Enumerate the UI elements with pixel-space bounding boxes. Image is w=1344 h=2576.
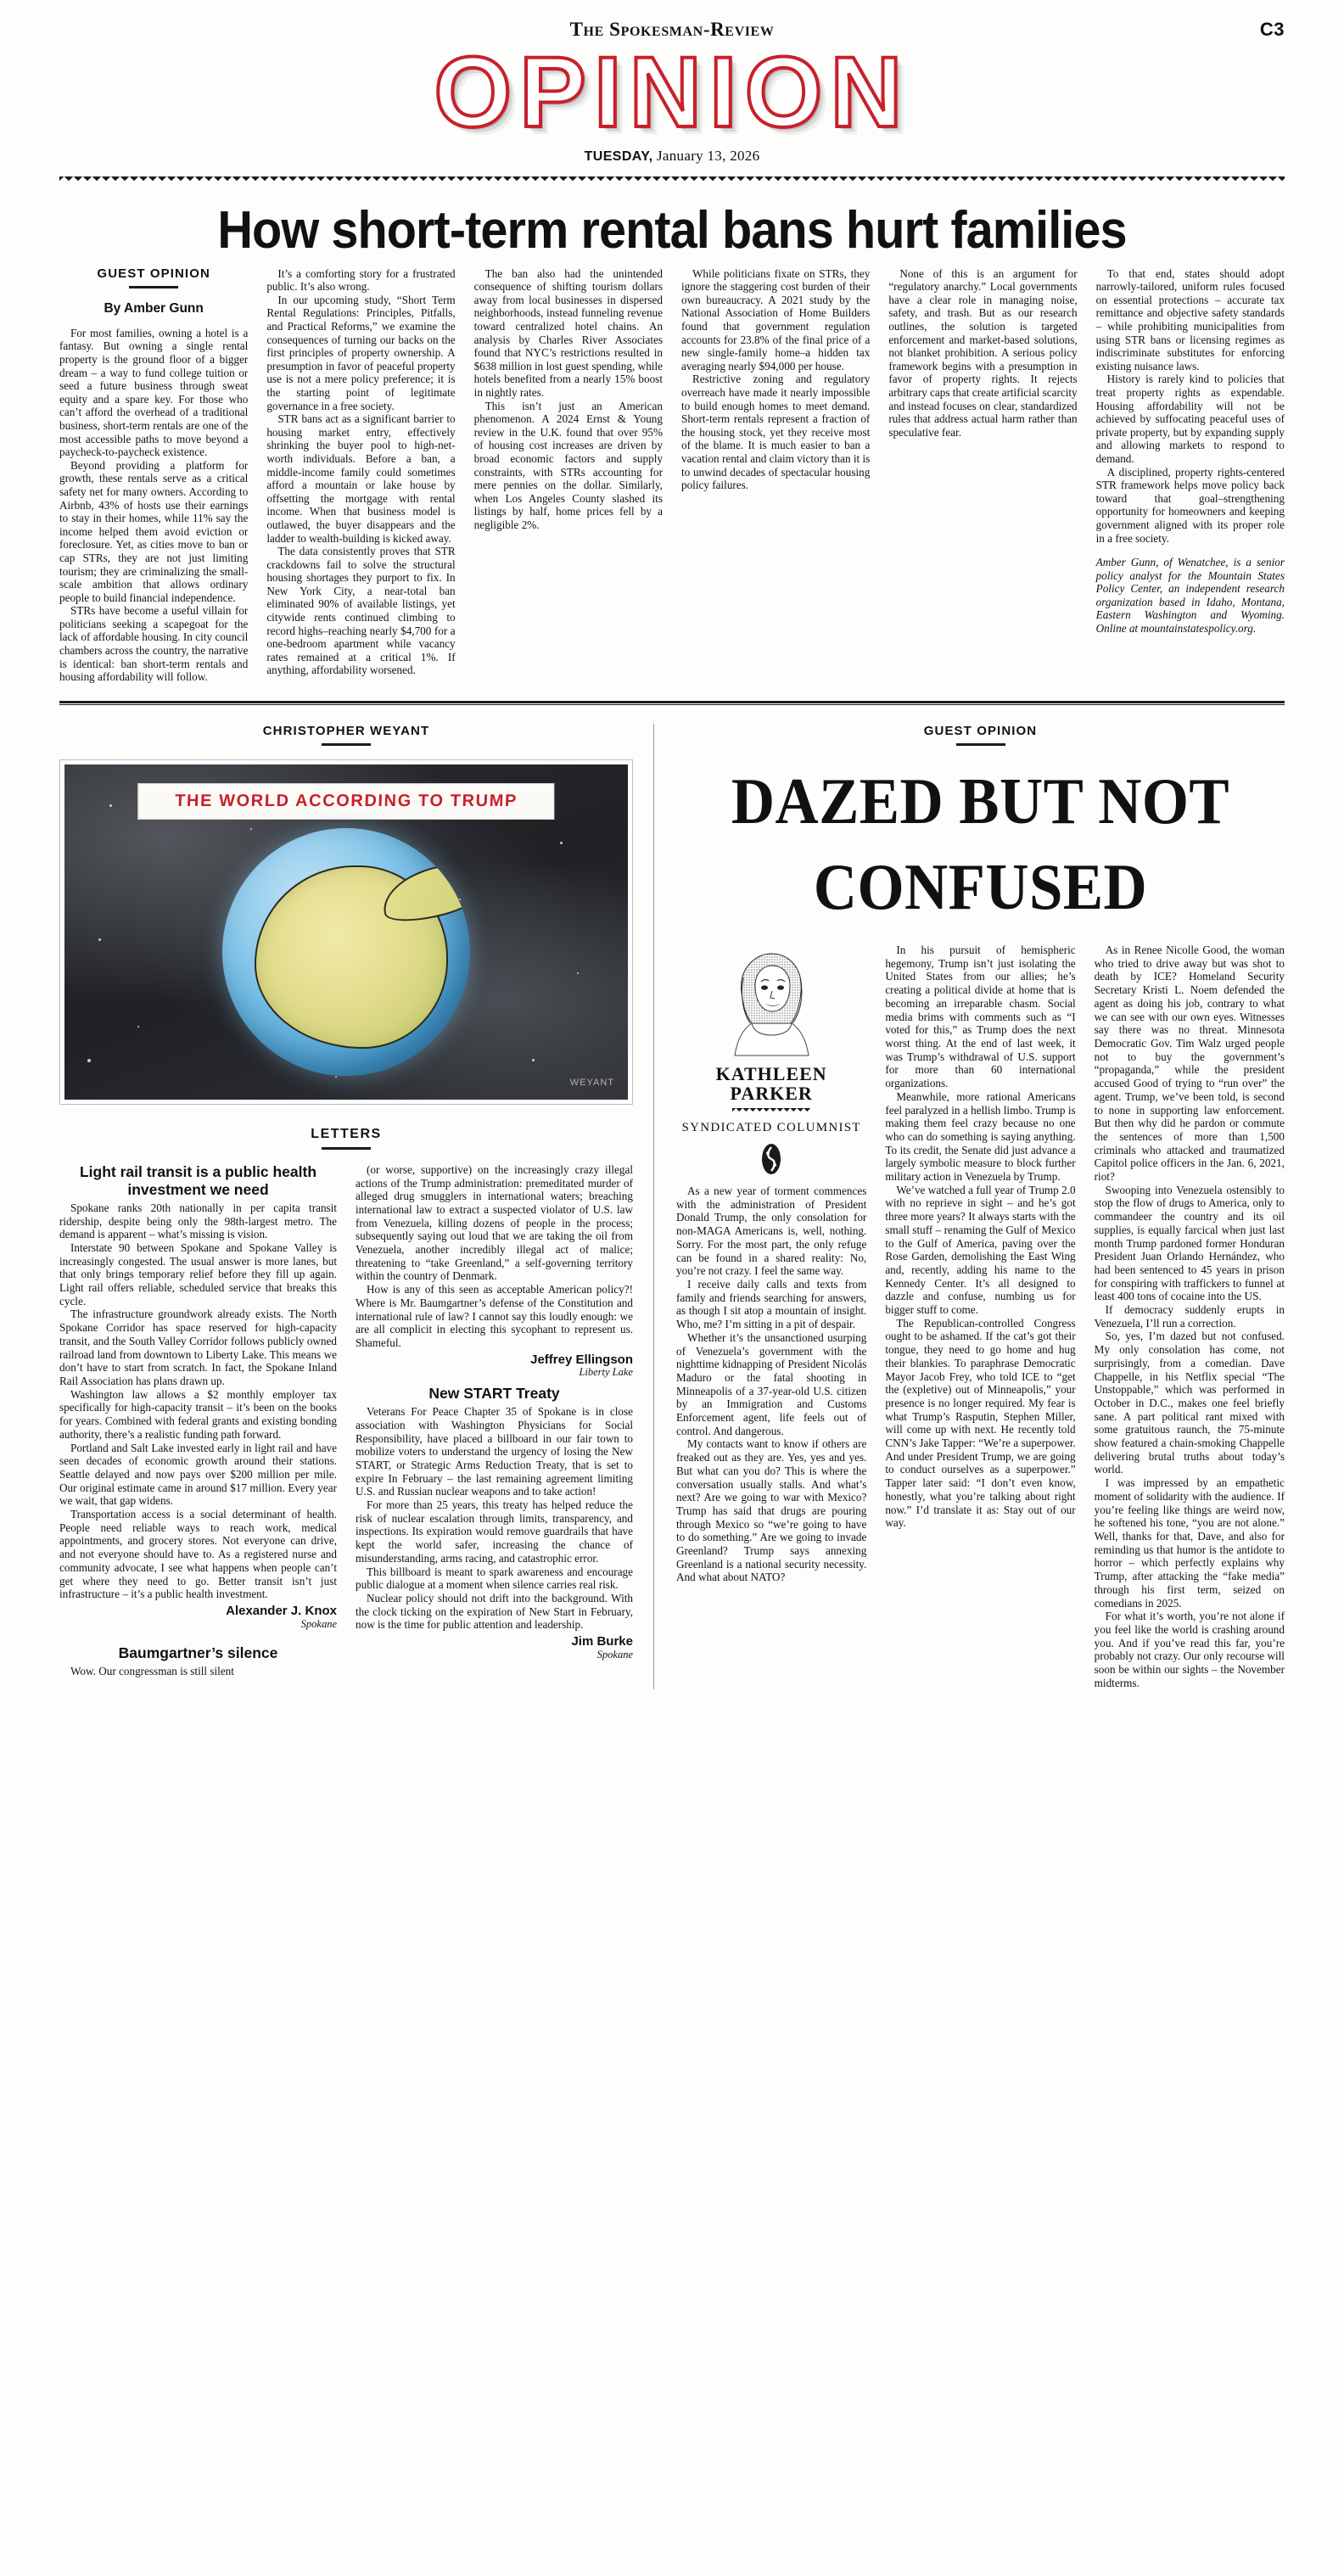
star-speck bbox=[532, 1059, 535, 1061]
author-bio: Amber Gunn, of Wenatchee, is a senior policy analyst for the Mountain States Policy Center, an independent research organization based in Idaho, Montana, Eastern Washington and Wyoming. Online at mountainstatespolicy.org. bbox=[1095, 556, 1285, 636]
paragraph: For most families, owning a hotel is a fantasy. But owning a single rental property is the ground floor of a bigger dream – a way to fund college tuition or seed a future business through sweat equity and a spare key. For those who can’t afford the overhead of a traditional business, short-term rentals are one of the most accessible paths to move beyond a paycheck-to-paycheck existence. bbox=[59, 326, 249, 459]
story-column-6 bbox=[1096, 267, 1285, 684]
paragraph: Spokane ranks 20th nationally in per capita transit ridership, despite being only the 98th-largest metro. The demand is apparent – what’s missing is vision. bbox=[59, 1201, 337, 1241]
paragraph: My contacts want to know if others are freaked out as they are. Yes, yes and yes. But what can you do? This is where the conversation usually stalls. And what’s next? Are we going to war with Mexico? Trump has said that drugs are pouring through Mexico so “we’re going to have to do something.” Are we going to invade Greenland? Trump says annexing Greenland is a national security necessity. And what about NATO? bbox=[676, 1437, 867, 1584]
letter-city: Spokane bbox=[596, 1648, 633, 1660]
letters-section-title: LETTERS bbox=[311, 1126, 382, 1141]
parker-kicker-rule bbox=[956, 743, 1005, 746]
letter-signer: Jim Burke bbox=[571, 1634, 633, 1649]
star-speck bbox=[250, 828, 252, 830]
star-speck bbox=[98, 938, 101, 941]
paragraph: As a new year of torment commences with the administration of President Donald Trump, the only consolation for non-MAGA Americans is, well, nothing. Sorry. For the most part, the only refuge can be found in a shared reality: No, you’re not crazy. I feel the same way. bbox=[676, 1184, 867, 1278]
paragraph: For what it’s worth, you’re not alone if you feel like the world is crashing around you. And if you’ve read this far, you’re probably not crazy. Our only recourse will soon be within our sights – the November midterms. bbox=[1094, 1610, 1285, 1689]
parker-column-3 bbox=[1095, 944, 1285, 1689]
paragraph: As in Renee Nicolle Good, the woman who tried to drive away but was shot to death by ICE? Homeland Security Secretary Kristi L. Noem defended the agent as doing his job, contrary to what we can see with our own eyes. Witnesses say there was no threat. Minnesota Democratic Gov. Tim Walz urged people not to buy the government’s “propaganda,” while the president accused Good of trying to “run over” the agent. Trump, we’ve been told, is second to none in supporting law enforcement. But then why did he pardon or commute the sentences of more than 1,500 criminals who attacked and traumatized Capitol police officers in the Jan. 6, 2021, riot? bbox=[1094, 944, 1285, 1184]
star-speck bbox=[87, 1059, 91, 1062]
columnist-identity bbox=[676, 944, 866, 1176]
paragraph: Beyond providing a platform for growth, these rentals serve as a critical safety net for many owners. According to Airbnb, 43% of hosts use their earnings to stay in their homes, while 11% say the income helped them avoid eviction or foreclosure. Yet, as cities move to ban or cap STRs, they are not just limiting tourism; they are criminalizing the small-scale ambition that allows ordinary people to build financial independence. bbox=[59, 458, 249, 604]
section-divider-rule bbox=[59, 701, 1285, 705]
parker-headline-line2: CONFUSED bbox=[813, 850, 1148, 924]
paragraph: Portland and Salt Lake invested early in light rail and have seen decades of economic growth around their stations. Seattle delayed and now pays over $200 million per mile. Our original estimate came in around $17 million. Every year we wait, that gap widens. bbox=[59, 1441, 337, 1508]
paragraph: The infrastructure groundwork already exists. The North Spokane Corridor has space reserved for high-capacity transit, and the South Valley Corridor follows publicly owned railroad land from downtown to Liberty Lake. This means we don’t have to start from scratch. In fact, the Spokane Inland Rail Association has plans drawn up. bbox=[59, 1308, 337, 1387]
parker-column-1 bbox=[676, 944, 866, 1689]
page-headline: How short-term rental bans hurt families bbox=[217, 200, 1127, 260]
letter-signer: Alexander J. Knox bbox=[226, 1603, 337, 1618]
letters-column-1 bbox=[59, 1163, 337, 1678]
lower-section bbox=[59, 724, 1285, 1690]
paragraph: (or worse, supportive) on the increasingly crazy illegal actions of the Trump administration: premeditated murder of alleged drug smugglers in international waters; breaching international law to extract a suspected violator of U.S. law from Venezuela, killing dozens of people in the process; subsequently saying out loud that we are taking the oil from Venezuela, another incredibly illegal act of malice; threatening to “take Greenland,” a self-governing territory within the country of Denmark. bbox=[356, 1162, 633, 1283]
kicker-guest-opinion: GUEST OPINION bbox=[97, 266, 210, 281]
story-column-2 bbox=[266, 267, 455, 684]
star-speck bbox=[335, 1076, 337, 1078]
star-speck bbox=[577, 972, 579, 974]
globe-illustration bbox=[222, 828, 470, 1076]
paragraph: Veterans For Peace Chapter 35 of Spokane is in close association with Washington Physicians for Social Responsibility, have placed a billboard in our fair town to mobilize voters to understand the urgency of losing the New START, or Strategic Arms Reduction Treaty, that is set to expire In February – the last remaining agreement limiting U.S. and Russian nuclear weapons and to take action! bbox=[356, 1405, 633, 1498]
guest-opinion-story bbox=[59, 267, 1285, 684]
paragraph: This isn’t just an American phenomenon. A 2024 Ernst & Young review in the U.K. found that over 95% of housing cost increases are driven by broad economic factors and supply constraints, with STRs accounting for mere pennies on the dollar. Similarly, when Los Angeles County slashed its listings by half, home prices fell by a negligible 2%. bbox=[473, 399, 663, 531]
paragraph: The ban also had the unintended consequence of shifting tourism dollars away from local businesses in dispersed neighborhoods, instead funneling revenue toward centralized hotel chains. An analysis by Charles River Associates found that NYC’s restrictions resulted in $638 million in lost guest spending, while hotels benefited from a nearly 15% boost in nightly rates. bbox=[473, 266, 663, 399]
cartoonist-rule bbox=[322, 743, 371, 746]
paragraph: Wow. Our congressman is still silent bbox=[70, 1665, 234, 1678]
cartoonist-credit: CHRISTOPHER WEYANT bbox=[262, 723, 430, 738]
parker-opinion bbox=[653, 724, 1285, 1690]
paragraph: STR bans act as a significant barrier to housing market entry, effectively shrinking the buyer pool to high-net-worth individuals. Before a ban, a middle-income family could sometimes afford a mountain or lake house by offsetting the mortgage with rental income. When that business model is outlawed, the buyer disappears and the ladder to wealth-building is kicked away. bbox=[266, 412, 456, 545]
story-column-5 bbox=[888, 267, 1077, 684]
dateline bbox=[59, 148, 1285, 165]
masthead bbox=[59, 0, 1285, 165]
paragraph: Whether it’s the unsanctioned usurping of Venezuela’s government with the nighttime kidnapping of President Nicolás Maduro or the fatal shooting in Minneapolis of a 37-year-old U.S. citizen by an Immigration and Customs Enforcement agent, life feels out of control. And dangerous. bbox=[676, 1330, 867, 1437]
cartoon-and-letters bbox=[59, 724, 653, 1690]
paragraph: I was impressed by an empathetic moment of solidarity with the audience. If you’re feeling like things are weird now, he softened his tone, “you are not alone.” Well, thanks for that, Dave, and also for reminding us that humor is the antidote to horror – which perfectly explains why Trump, after attacking the “fake media” through his first term, seized on comedians in 2025. bbox=[1094, 1476, 1285, 1610]
letter-city: Liberty Lake bbox=[579, 1366, 633, 1379]
letters-columns bbox=[59, 1163, 633, 1678]
story-column-4 bbox=[681, 267, 870, 684]
parker-headline-line1: DAZED BUT NOT bbox=[731, 764, 1230, 837]
paragraph: I receive daily calls and texts from family and friends searching for answers, as though I sit atop a mountain of insight. Who, me? I’m sitting in a pit of despair. bbox=[676, 1277, 867, 1331]
section-title: OPINION bbox=[434, 36, 910, 148]
columnist-name-line2: PARKER bbox=[730, 1083, 813, 1105]
page-folio: C3 bbox=[1259, 19, 1285, 40]
columnist-zigzag-rule bbox=[732, 1108, 810, 1115]
paragraph: While politicians fixate on STRs, they ignore the staggering cost burden of their own bureaucracy. A 2021 study by the National Association of Home Builders found that government regulation accounts for 23.8% of the final price of a new single-family home–a hidden tax averaging nearly $94,000 per house. bbox=[680, 266, 871, 372]
paragraph: Interstate 90 between Spokane and Spokane Valley is increasingly congested. The usual answer is more lanes, but that only brings temporary relief before they fill up again. Light rail offers reliable, scheduled service that breaks this cycle. bbox=[59, 1240, 337, 1308]
cartoon-canvas bbox=[64, 764, 628, 1100]
paragraph: To that end, states should adopt narrowly-tailored, uniform rules focused on essential protections – accurate tax remittance and objective safety standards – while prohibiting municipalities from using STR bans or licensing regimes as indiscriminate substitutes for enforcing existing nuisance laws. bbox=[1095, 266, 1285, 372]
paragraph: Meanwhile, more rational Americans feel paralyzed in a hellish limbo. Trump is making them feel crazy because no one who can do something is saying anything. To its credit, the Senate did just advance a largely symbolic measure to block further military action in Venezuela by Trump. bbox=[885, 1089, 1076, 1184]
story-column-1 bbox=[59, 267, 248, 684]
star-speck bbox=[109, 804, 112, 807]
columnist-role: SYNDICATED COLUMNIST bbox=[681, 1121, 861, 1135]
columnist-portrait bbox=[718, 944, 825, 1061]
ornament-icon bbox=[760, 1142, 782, 1176]
columnist-name-line1: KATHLEEN bbox=[715, 1063, 827, 1085]
star-speck bbox=[137, 1026, 139, 1028]
paragraph: Swooping into Venezuela ostensibly to stop the flow of drugs to America, only to commandeer the country and its oil supplies, is equally farcical when just last month Trump pardoned former Honduran President Juan Orlando Hernández, who had been sentenced to 45 years in prison for conspiring with traffickers to funnel at least 400 tons of cocaine into the US. bbox=[1094, 1183, 1285, 1303]
paragraph: We’ve watched a full year of Trump 2.0 with no reprieve in sight – and he’s got three more years? It always starts with the small stuff – renaming the Gulf of Mexico to the Gulf of America, paving over the Rose Garden, demolishing the East Wing and, recently, adding his name to the Kennedy Center. It’s all designed to dazzle and confuse, numbing us for bigger stuff to come. bbox=[885, 1183, 1076, 1317]
paragraph: None of this is an argument for “regulatory anarchy.” Local governments have a clear role in managing noise, safety, and trash. But as our research outlines, the solution is targeted enforcement and market-based solutions, not blanket prohibition. A serious policy framework begins with a presumption in favor of property rights. It rejects arbitrary caps that create artificial scarcity and instead focuses on clear, standardized rules that address actual harm rather than speculative fear. bbox=[888, 266, 1078, 439]
paragraph: Transportation access is a social determinant of health. People need reliable ways to reach work, medical appointments, and grocery stores. Not everyone can drive, and not everyone should have to. As a registered nurse and community advocate, I see what happens when people can’t get where they need to go. Better transit isn’t just infrastructure – it’s a public health investment. bbox=[59, 1508, 337, 1601]
star-speck bbox=[560, 842, 563, 844]
cartoon-caption-text: THE WORLD ACCORDING TO TRUMP bbox=[174, 791, 518, 810]
paragraph: In our upcoming study, “Short Term Rental Regulations: Principles, Pitfalls, and Practical Reforms,” we examine the consequences of turning our backs on the first principles of property ownership. A presumption in favor of peaceful property use is not a mere policy preference; it is the starting point of legitimate governance in a free society. bbox=[266, 293, 456, 412]
cartoon-caption-label bbox=[137, 783, 554, 820]
paragraph: Washington law allows a $2 monthly employer tax specifically for high-capacity transit – it’s been on the books for years. Combined with federal grants and existing bonding authority, there’s a realistic funding path forward. bbox=[59, 1387, 337, 1441]
kicker-rule bbox=[129, 286, 178, 288]
zigzag-rule-top bbox=[59, 176, 1285, 186]
letters-rule bbox=[322, 1147, 371, 1150]
artist-signature: WEYANT bbox=[569, 1077, 614, 1088]
editorial-cartoon bbox=[59, 759, 633, 1105]
letters-column-2 bbox=[356, 1163, 633, 1678]
parker-columns bbox=[676, 944, 1285, 1689]
letter-title: New START Treaty bbox=[428, 1385, 560, 1403]
paragraph: How is any of this seen as acceptable American policy?! Where is Mr. Baumgartner’s defense of the Constitution and international rule of law? I cannot say this loudly enough: we are all complicit in electing this sycophant to represent us. Shameful. bbox=[356, 1283, 633, 1349]
paragraph: History is rarely kind to policies that treat property rights as expendable. Housing affordability will not be achieved by suffocating peaceful uses of private property, but by expanding supply and allowing markets to respond to demand. bbox=[1095, 372, 1285, 465]
letter-city: Spokane bbox=[300, 1617, 337, 1630]
letter-title: Baumgartner’s silence bbox=[118, 1644, 278, 1662]
paragraph: For more than 25 years, this treaty has helped reduce the risk of nuclear escalation through limits, transparency, and inspections. Its expiration would remove guardrails that have kept the world safer, increasing the chance of misunderstanding, arms racing, and catastrophic error. bbox=[356, 1498, 633, 1565]
dateline-day: TUESDAY, bbox=[584, 148, 653, 164]
dateline-date: January 13, 2026 bbox=[652, 147, 760, 164]
parker-column-2 bbox=[885, 944, 1075, 1689]
paragraph: The Republican-controlled Congress ought to be ashamed. If the cat’s got their tongue, they need to go home and hug their blankies. To paraphrase Democratic Mayor Jacob Frey, who told ICE to “get the (expletive) out of Minneapolis,” your presence is no longer required. My fear is what Trump’s Rasputin, Stephen Miller, will come up with next. He recently told CNN’s Jake Tapper: “We’re a superpower. And under President Trump, we are going to conduct ourselves as a superpower.” Tapper later said: “I don’t even know, honestly, what you’re talking about right now.” I’d translate it as: Stay out of our way. bbox=[885, 1316, 1076, 1530]
hair-swoop bbox=[377, 857, 470, 928]
paragraph: In his pursuit of hemispheric hegemony, Trump isn’t just isolating the United States from our allies; he’s creating a political divide at home that is becoming an irreparable chasm. Social media brims with comments such as “I voted for this,” as Trump does the next worst thing. At the end of last week, it was Trump’s withdrawal of U.S. support for more than 60 international organizations. bbox=[885, 944, 1076, 1090]
paragraph: This billboard is meant to spark awareness and encourage public dialogue at a moment when silence carries real risk. bbox=[356, 1565, 633, 1592]
paragraph: If democracy suddenly erupts in Venezuela, I’ll run a correction. bbox=[1094, 1303, 1285, 1330]
paragraph: STRs have become a useful villain for politicians seeking a scapegoat for the lack of affordable housing. In city council chambers across the country, the narrative is identical: ban short-term rentals and housing affordability will follow. bbox=[59, 604, 249, 684]
paragraph: So, yes, I’m dazed but not confused. My only consolation has come, not surprisingly, from a comedian. Dave Chappelle, in his Netflix special “The Unstoppable,” which was performed in October in D.C., makes one feel briefly sane. A part political rant mixed with some gratuitous raunch, the 75-minute show featured a chain-smoking Chappelle delivering brutal truths about today’s world. bbox=[1094, 1330, 1285, 1476]
paragraph: The data consistently proves that STR crackdowns fail to solve the structural housing shortages they purport to fix. In New York City, a near-total ban eliminated 90% of available listings, yet citywide rents continued climbing to record highs–reaching nearly $4,700 for a one-bedroom apartment while vacancy rates remained at a critical 1%. If anything, affordability worsened. bbox=[266, 545, 456, 677]
paragraph: A disciplined, property rights-centered STR framework helps move policy back toward that goal–strengthening opportunity for homeowners and keeping government aligned with its proper role in a free society. bbox=[1095, 465, 1285, 545]
paragraph: It’s a comforting story for a frustrated public. It’s also wrong. bbox=[266, 266, 456, 294]
story-column-3 bbox=[474, 267, 663, 684]
paper-name: The Spokesman-Review bbox=[569, 19, 775, 40]
letter-signer: Jeffrey Ellingson bbox=[530, 1352, 633, 1367]
letter-title: Light rail transit is a public health investment we need bbox=[79, 1162, 317, 1198]
story-byline: By Amber Gunn bbox=[104, 301, 204, 316]
paragraph: Restrictive zoning and regulatory overreach have made it nearly impossible to build enough homes to meet demand. Short-term rentals represent a fraction of the housing stock, yet they receive most of the blame. It is much easier to ban a vacation rental and claim victory than it is to unwind decades of spectacular housing policy failures. bbox=[680, 372, 871, 492]
paragraph: Nuclear policy should not drift into the background. With the clock ticking on the expiration of New Start in February, now is the time for public attention and leadership. bbox=[356, 1591, 633, 1632]
parker-kicker: GUEST OPINION bbox=[923, 723, 1038, 738]
